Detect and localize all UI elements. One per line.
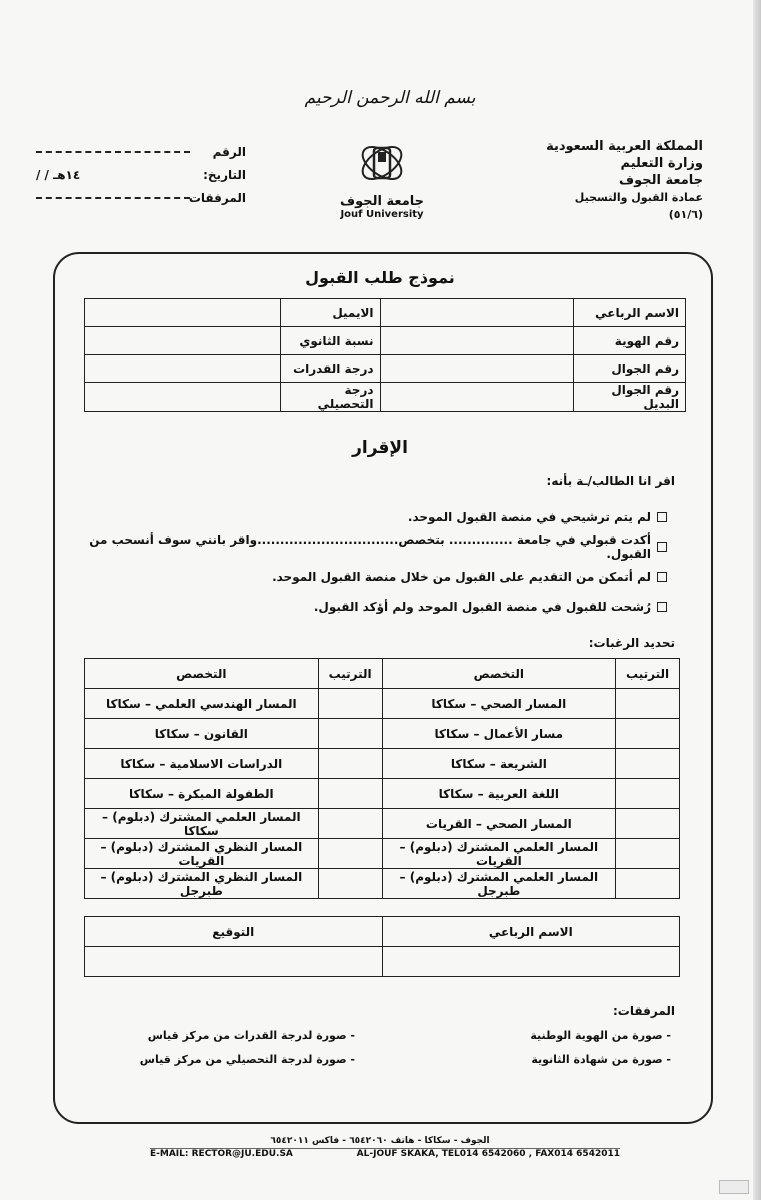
attachments-left bbox=[105, 1024, 355, 1072]
field-label: درجة القدرات bbox=[280, 355, 380, 383]
rank-input[interactable] bbox=[616, 839, 680, 869]
footer-address-arabic: الجوف - سكاكا - هاتف ٦٥٤٢٠٦٠ - فاكس ٦٥٤٢٠١١ bbox=[270, 1136, 490, 1146]
wish-row bbox=[85, 839, 680, 869]
logo-emblem-icon bbox=[354, 138, 410, 188]
rank-input[interactable] bbox=[318, 749, 382, 779]
scanner-watermark bbox=[719, 1180, 749, 1194]
attachment-item: - صورة لدرجة القدرات من مركز قياس bbox=[105, 1024, 355, 1048]
wish-row bbox=[85, 869, 680, 899]
major-cell: المسار الصحي – القريات bbox=[382, 809, 616, 839]
issuer-block bbox=[503, 138, 703, 223]
university-logo bbox=[332, 138, 432, 228]
field-label: الايميل bbox=[280, 299, 380, 327]
info-row bbox=[85, 327, 686, 355]
kingdom-text: المملكة العربية السعودية bbox=[546, 139, 703, 154]
paper-edge bbox=[753, 0, 761, 1200]
option-text: أكدت قبولي في جامعة .............. بتخصص...............................واقر بانني سوف أنسحب من القبول. bbox=[89, 533, 651, 561]
field-label: درجة التحصيلي bbox=[280, 383, 380, 412]
field-input[interactable] bbox=[85, 383, 281, 412]
major-header: التخصص bbox=[85, 659, 319, 689]
major-cell: الشريعة – سكاكا bbox=[382, 749, 616, 779]
info-row bbox=[85, 383, 686, 412]
field-label: الاسم الرباعي bbox=[574, 299, 686, 327]
wish-row bbox=[85, 689, 680, 719]
footer-phone: AL-JOUF SKAKA, TEL014 6542060 , FAX014 6542011 bbox=[356, 1149, 620, 1159]
major-cell: المسار الهندسي العلمي – سكاكا bbox=[85, 689, 319, 719]
form-title: نموذج طلب القبول bbox=[305, 268, 455, 287]
rank-header: الترتيب bbox=[318, 659, 382, 689]
declaration-option bbox=[65, 592, 667, 622]
wish-row bbox=[85, 809, 680, 839]
rank-input[interactable] bbox=[616, 809, 680, 839]
field-label: نسبة الثانوي bbox=[280, 327, 380, 355]
date-label: التاريخ: bbox=[203, 167, 246, 182]
declaration-option bbox=[65, 502, 667, 532]
wishes-title: تحديد الرغبات: bbox=[588, 636, 675, 650]
rank-input[interactable] bbox=[616, 719, 680, 749]
major-cell: الدراسات الاسلامية – سكاكا bbox=[85, 749, 319, 779]
major-cell: المسار النظري المشترك (دبلوم) – طبرجل bbox=[85, 869, 319, 899]
field-input[interactable] bbox=[380, 299, 574, 327]
option-text: لم يتم ترشيحي في منصة القبول الموحد. bbox=[407, 510, 651, 524]
field-input[interactable] bbox=[85, 299, 281, 327]
option-checkbox[interactable] bbox=[657, 512, 667, 522]
declaration-intro: اقر انا الطالب/ـة بأنه: bbox=[546, 474, 675, 488]
rank-header: الترتيب bbox=[616, 659, 680, 689]
major-header: التخصص bbox=[382, 659, 616, 689]
deanship-text: عمادة القبول والتسجيل bbox=[574, 191, 703, 204]
option-checkbox[interactable] bbox=[657, 602, 667, 612]
date-row bbox=[36, 163, 246, 186]
rank-input[interactable] bbox=[318, 839, 382, 869]
rank-input[interactable] bbox=[616, 869, 680, 899]
attachment-item: - صورة لدرجة التحصيلي من مركز قياس bbox=[105, 1048, 355, 1072]
field-input[interactable] bbox=[85, 327, 281, 355]
footer-email: E-MAIL: RECTOR@JU.EDU.SA bbox=[150, 1149, 293, 1159]
name-input[interactable] bbox=[382, 947, 680, 977]
rank-input[interactable] bbox=[616, 779, 680, 809]
number-label: الرقم bbox=[212, 144, 246, 159]
wish-row bbox=[85, 719, 680, 749]
attachments-right bbox=[481, 1024, 671, 1072]
major-cell: القانون – سكاكا bbox=[85, 719, 319, 749]
wishes-table bbox=[84, 658, 680, 899]
info-row bbox=[85, 299, 686, 327]
footer-contact bbox=[150, 1148, 620, 1164]
field-label: رقم الجوال bbox=[574, 355, 686, 383]
field-label: رقم الهوية bbox=[574, 327, 686, 355]
attachment-item: - صورة من الهوية الوطنية bbox=[481, 1024, 671, 1048]
reference-block bbox=[36, 140, 246, 209]
field-input[interactable] bbox=[380, 327, 574, 355]
field-input[interactable] bbox=[380, 355, 574, 383]
rank-input[interactable] bbox=[318, 719, 382, 749]
rank-input[interactable] bbox=[616, 689, 680, 719]
signature-input[interactable] bbox=[85, 947, 383, 977]
signature-label: التوقيع bbox=[85, 917, 383, 947]
attachments-title: المرفقات: bbox=[613, 1004, 675, 1018]
basmala: بسم الله الرحمن الرحيم bbox=[304, 88, 476, 108]
major-cell: المسار النظري المشترك (دبلوم) – القريات bbox=[85, 839, 319, 869]
major-cell: المسار العلمي المشترك (دبلوم) – طبرجل bbox=[382, 869, 616, 899]
rank-input[interactable] bbox=[318, 779, 382, 809]
logo-arabic-text: جامعة الجوف bbox=[339, 194, 424, 209]
major-cell: المسار العلمي المشترك (دبلوم) – القريات bbox=[382, 839, 616, 869]
option-text: رُشحت للقبول في منصة القبول الموحد ولم أؤكد القبول. bbox=[313, 600, 651, 614]
rank-input[interactable] bbox=[318, 689, 382, 719]
wishes-header-row bbox=[85, 659, 680, 689]
attachments-row bbox=[36, 186, 246, 209]
field-label: رقم الجوال البديل bbox=[574, 383, 686, 412]
major-cell: مسار الأعمال – سكاكا bbox=[382, 719, 616, 749]
declaration-section bbox=[65, 474, 675, 622]
signature-header-row bbox=[85, 917, 680, 947]
major-cell: اللغة العربية – سكاكا bbox=[382, 779, 616, 809]
date-value: / / ١٤هـ bbox=[36, 167, 81, 182]
major-cell: الطفولة المبكرة – سكاكا bbox=[85, 779, 319, 809]
option-checkbox[interactable] bbox=[657, 542, 667, 552]
rank-input[interactable] bbox=[318, 809, 382, 839]
info-row bbox=[85, 355, 686, 383]
declaration-option bbox=[65, 532, 667, 562]
form-code: (٥١/٦) bbox=[668, 208, 703, 221]
major-cell: المسار العلمي المشترك (دبلوم) – سكاكا bbox=[85, 809, 319, 839]
declaration-option bbox=[65, 562, 667, 592]
attachments-label: المرفقات bbox=[188, 190, 246, 205]
ministry-text: وزارة التعليم bbox=[620, 156, 703, 171]
option-checkbox[interactable] bbox=[657, 572, 667, 582]
number-line bbox=[36, 151, 190, 153]
rank-input[interactable] bbox=[318, 869, 382, 899]
rank-input[interactable] bbox=[616, 749, 680, 779]
name-label: الاسم الرباعي bbox=[382, 917, 680, 947]
applicant-info-table bbox=[84, 298, 686, 412]
logo-english-text: Jouf University bbox=[340, 209, 424, 220]
attachment-item: - صورة من شهادة الثانوية bbox=[481, 1048, 671, 1072]
university-text: جامعة الجوف bbox=[618, 173, 703, 188]
attachments-line bbox=[36, 197, 190, 199]
major-cell: المسار الصحي – سكاكا bbox=[382, 689, 616, 719]
reference-number-row bbox=[36, 140, 246, 163]
signature-table bbox=[84, 916, 680, 977]
field-input[interactable] bbox=[380, 383, 574, 412]
signature-input-row bbox=[85, 947, 680, 977]
wish-row bbox=[85, 749, 680, 779]
declaration-title: الإقرار bbox=[352, 438, 408, 458]
field-input[interactable] bbox=[85, 355, 281, 383]
option-text: لم أتمكن من التقديم على القبول من خلال منصة القبول الموحد. bbox=[272, 570, 651, 584]
wish-row bbox=[85, 779, 680, 809]
